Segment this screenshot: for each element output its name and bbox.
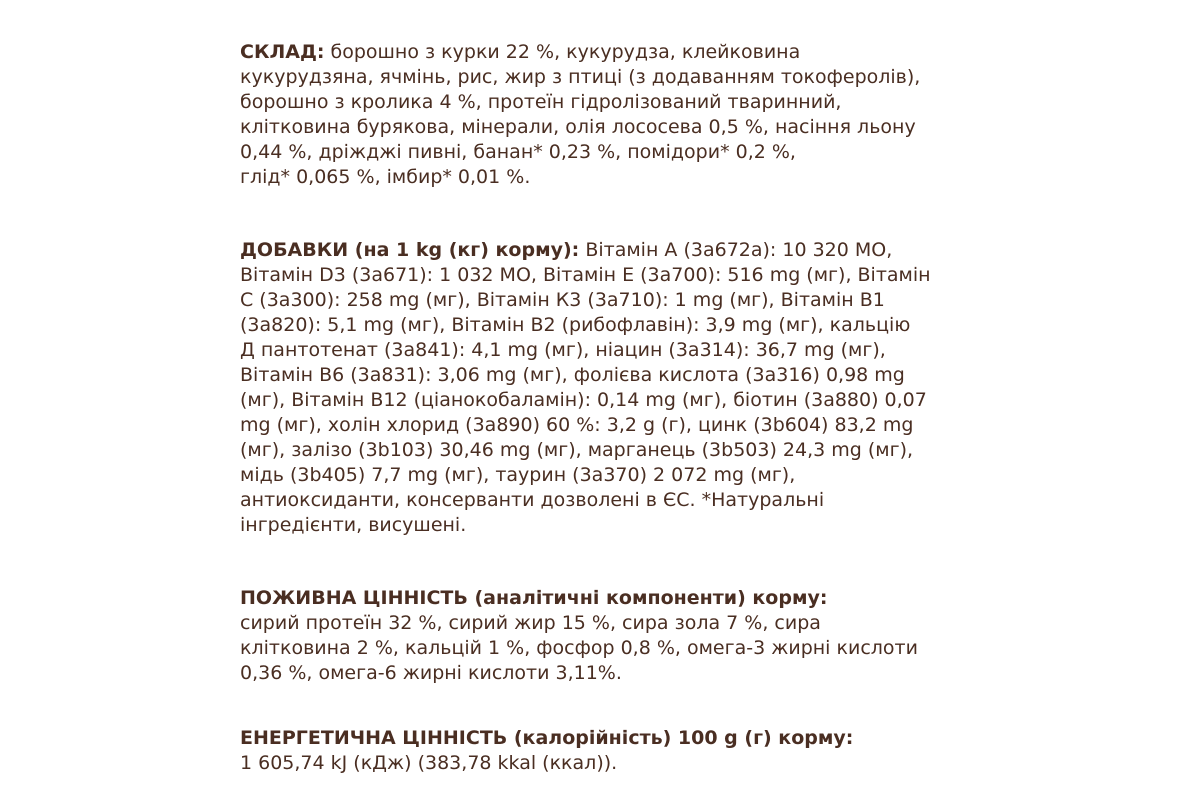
- nutrition-line: клітковина 2 %, кальцій 1 %, фосфор 0,8 %, омега-3 жирні кислоти: [240, 637, 918, 659]
- additives-line: (мг), залізо (3b103) 30,46 mg (мг), марганець (3b503) 24,3 mg (мг),: [240, 439, 914, 461]
- additives-heading: ДОБАВКИ (на 1 kg (кг) корму):: [240, 239, 580, 261]
- additives-line: Вітамін D3 (3а671): 1 032 МО, Вітамін Е (3а700): 516 mg (мг), Вітамін: [240, 264, 931, 286]
- energy-heading: ЕНЕРГЕТИЧНА ЦІННІСТЬ (калорійність) 100 g (г) корму:: [240, 727, 854, 749]
- composition-section: [240, 40, 980, 190]
- nutrition-line: сирий протеїн 32 %, сирий жир 15 %, сира зола 7 %, сира: [240, 612, 821, 634]
- nutrition-section: [240, 586, 980, 686]
- additives-line: [240, 238, 980, 263]
- nutrition-line: 0,36 %, омега-6 жирні кислоти 3,11%.: [240, 662, 622, 684]
- composition-line: 0,44 %, дріжджі пивні, банан* 0,23 %, помідори* 0,2 %,: [240, 141, 796, 163]
- composition-line: [240, 40, 980, 65]
- additives-line: мідь (3b405) 7,7 mg (мг), таурин (3а370) 2 072 mg (мг),: [240, 464, 796, 486]
- additives-section: [240, 238, 980, 538]
- additives-line: Д пантотенат (3а841): 4,1 mg (мг), ніацин (3а314): 36,7 mg (мг),: [240, 339, 886, 361]
- additives-line: (мг), Вітамін В12 (ціанокобаламін): 0,14 mg (мг), біотин (3а880) 0,07: [240, 389, 927, 411]
- composition-line: кукурудзяна, ячмінь, рис, жир з птиці (з додаванням токоферолів),: [240, 66, 921, 88]
- additives-line: (3а820): 5,1 mg (мг), Вітамін В2 (рибофлавін): 3,9 mg (мг), кальцію: [240, 314, 911, 336]
- additives-line: mg (мг), холін хлорид (3а890) 60 %: 3,2 g (г), цинк (3b604) 83,2 mg: [240, 414, 914, 436]
- composition-text: борошно з курки 22 %, кукурудза, клейковина: [324, 41, 801, 63]
- product-info-document: [240, 40, 980, 776]
- additives-text: Вітамін А (3а672а): 10 320 МО,: [579, 239, 893, 261]
- composition-heading: СКЛАД:: [240, 41, 325, 63]
- composition-line: клітковина бурякова, мінерали, олія лососева 0,5 %, насіння льону: [240, 116, 916, 138]
- nutrition-heading: ПОЖИВНА ЦІННІСТЬ (аналітичні компоненти) корму:: [240, 587, 828, 609]
- energy-line: 1 605,74 kJ (кДж) (383,78 kkal (ккал)).: [240, 752, 618, 774]
- energy-section: [240, 726, 980, 776]
- composition-line: борошно з кролика 4 %, протеїн гідролізований тваринний,: [240, 91, 842, 113]
- additives-line: Вітамін В6 (3а831): 3,06 mg (мг), фолієва кислота (3а316) 0,98 mg: [240, 364, 905, 386]
- additives-line: С (3а300): 258 mg (мг), Вітамін К3 (3а710): 1 mg (мг), Вітамін В1: [240, 289, 885, 311]
- additives-line: антиоксиданти, консерванти дозволені в ЄС. *Натуральні: [240, 489, 825, 511]
- composition-line: глід* 0,065 %, імбир* 0,01 %.: [240, 166, 531, 188]
- additives-line: інгредієнти, висушені.: [240, 514, 467, 536]
